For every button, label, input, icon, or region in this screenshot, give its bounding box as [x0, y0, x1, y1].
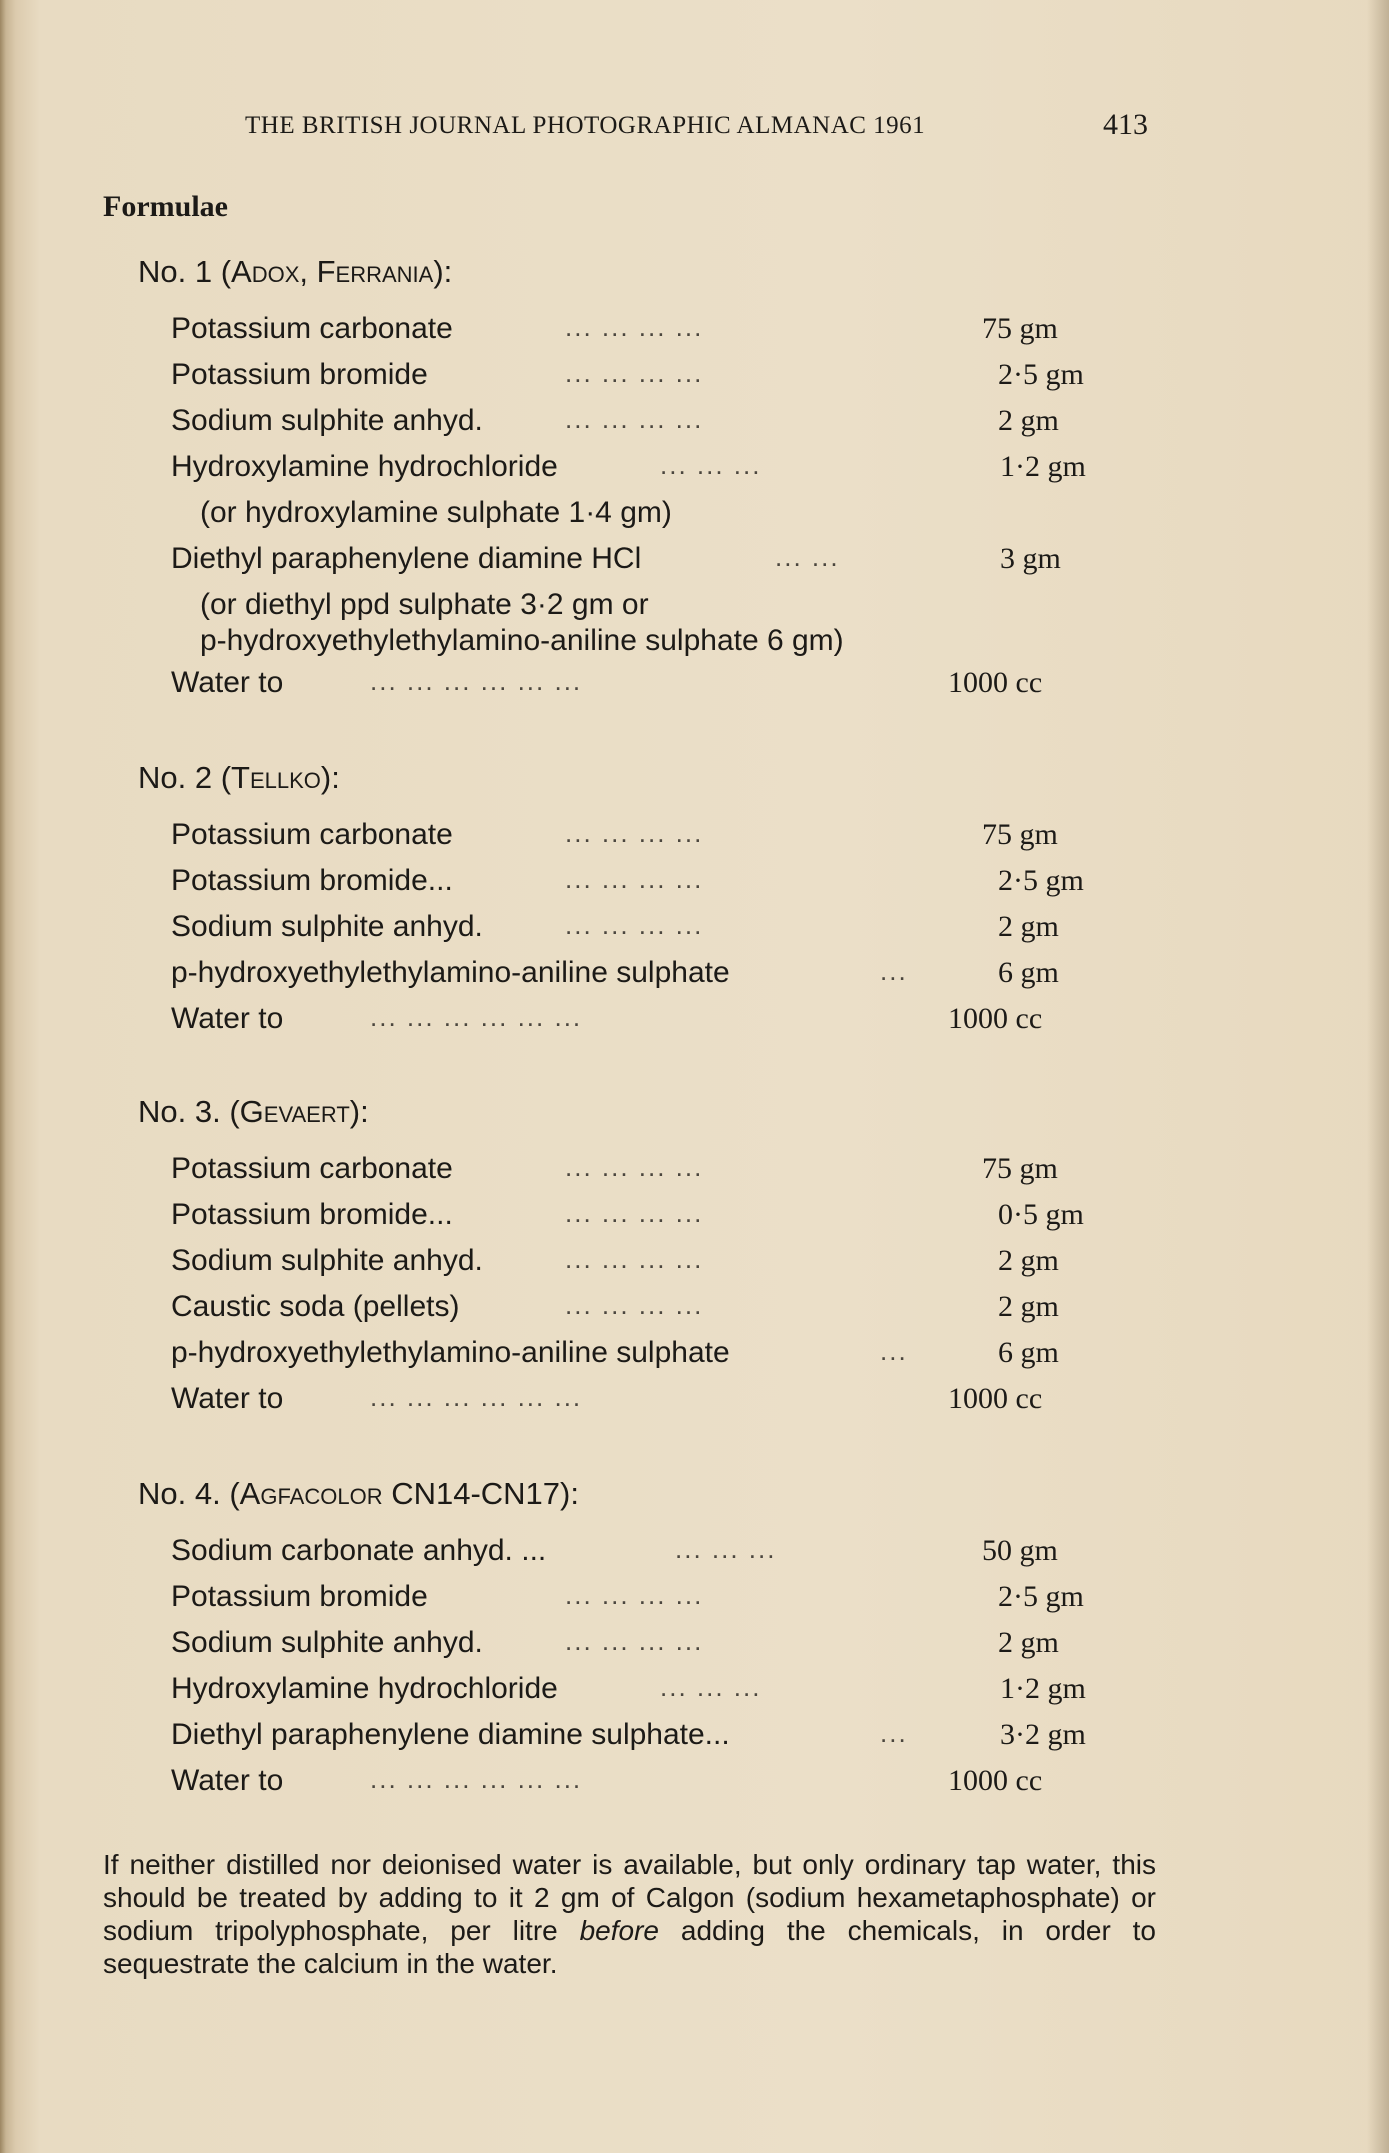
ingredient-row: Water to ... ... ... ... ... ... 1000 cc: [171, 1382, 1043, 1415]
formula-heading: No. 1 (Adox, Ferrania):: [138, 254, 453, 289]
page-header: [0, 108, 1389, 152]
ingredient-row: Sodium sulphite anhyd. ... ... ... ... 2 gm: [171, 910, 1059, 943]
ingredient-note: p-hydroxyethylethylamino-aniline sulphate 6 gm): [200, 624, 844, 657]
ingredient-row: Water to ... ... ... ... ... ... 1000 cc: [171, 1002, 1043, 1035]
running-head: THE BRITISH JOURNAL PHOTOGRAPHIC ALMANAC 1961: [245, 112, 926, 139]
ingredient-row: Sodium sulphite anhyd. ... ... ... ... 2 gm: [171, 1626, 1059, 1659]
ingredient-row: Potassium carbonate ... ... ... ... 75 gm: [171, 818, 1058, 851]
formula-heading: No. 4. (Agfacolor CN14-CN17):: [138, 1476, 579, 1511]
ingredient-row: Potassium bromide... ... ... ... ... 2·5 gm: [171, 864, 1084, 897]
page-number: 413: [1103, 108, 1148, 141]
ingredient-row: Hydroxylamine hydrochloride ... ... ... 1·2 gm: [171, 1672, 1086, 1705]
section-title: Formulae: [103, 190, 228, 223]
ingredient-row: Caustic soda (pellets) ... ... ... ... 2 gm: [171, 1290, 1059, 1323]
ingredient-row: Potassium bromide... ... ... ... ... 0·5 gm: [171, 1198, 1084, 1231]
ingredient-row: Diethyl paraphenylene diamine HCl ... ... 3 gm: [171, 542, 1061, 575]
ingredient-row: Sodium carbonate anhyd. ... ... ... ... 50 gm: [171, 1534, 1058, 1567]
footnote-paragraph: If neither distilled nor deionised water is available, but only ordinary tap water, this should be treated by adding to it 2 gm of Calgon (sodium hexametaphosphate) or sodium tripolyphosphate, per litre before adding the chemicals, in order to sequestrate the calcium in the water.: [103, 1849, 1157, 1979]
ingredient-row: Sodium sulphite anhyd. ... ... ... ... 2 gm: [171, 1244, 1059, 1277]
ingredient-row: Water to ... ... ... ... ... ... 1000 cc: [171, 666, 1043, 699]
ingredient-row: Potassium carbonate ... ... ... ... 75 gm: [171, 1152, 1058, 1185]
ingredient-row: Diethyl paraphenylene diamine sulphate... ... 3·2 gm: [171, 1718, 1086, 1751]
ingredient-row: Water to ... ... ... ... ... ... 1000 cc: [171, 1764, 1043, 1797]
formula-heading: No. 3. (Gevaert):: [138, 1094, 369, 1129]
ingredient-row: p-hydroxyethylethylamino-aniline sulphate ... 6 gm: [171, 1336, 1059, 1369]
formula-heading: No. 2 (Tellko):: [138, 760, 340, 795]
ingredient-row: Potassium bromide ... ... ... ... 2·5 gm: [171, 1580, 1084, 1613]
ingredient-note: (or diethyl ppd sulphate 3·2 gm or: [200, 588, 649, 621]
ingredient-note: (or hydroxylamine sulphate 1·4 gm): [200, 496, 672, 529]
ingredient-row: Potassium carbonate ... ... ... ... 75 gm: [171, 312, 1058, 345]
ingredient-row: Hydroxylamine hydrochloride ... ... ... 1·2 gm: [171, 450, 1086, 483]
ingredient-row: Sodium sulphite anhyd. ... ... ... ... 2 gm: [171, 404, 1059, 437]
ingredient-row: p-hydroxyethylethylamino-aniline sulphate ... 6 gm: [171, 956, 1059, 989]
ingredient-row: Potassium bromide ... ... ... ... 2·5 gm: [171, 358, 1084, 391]
